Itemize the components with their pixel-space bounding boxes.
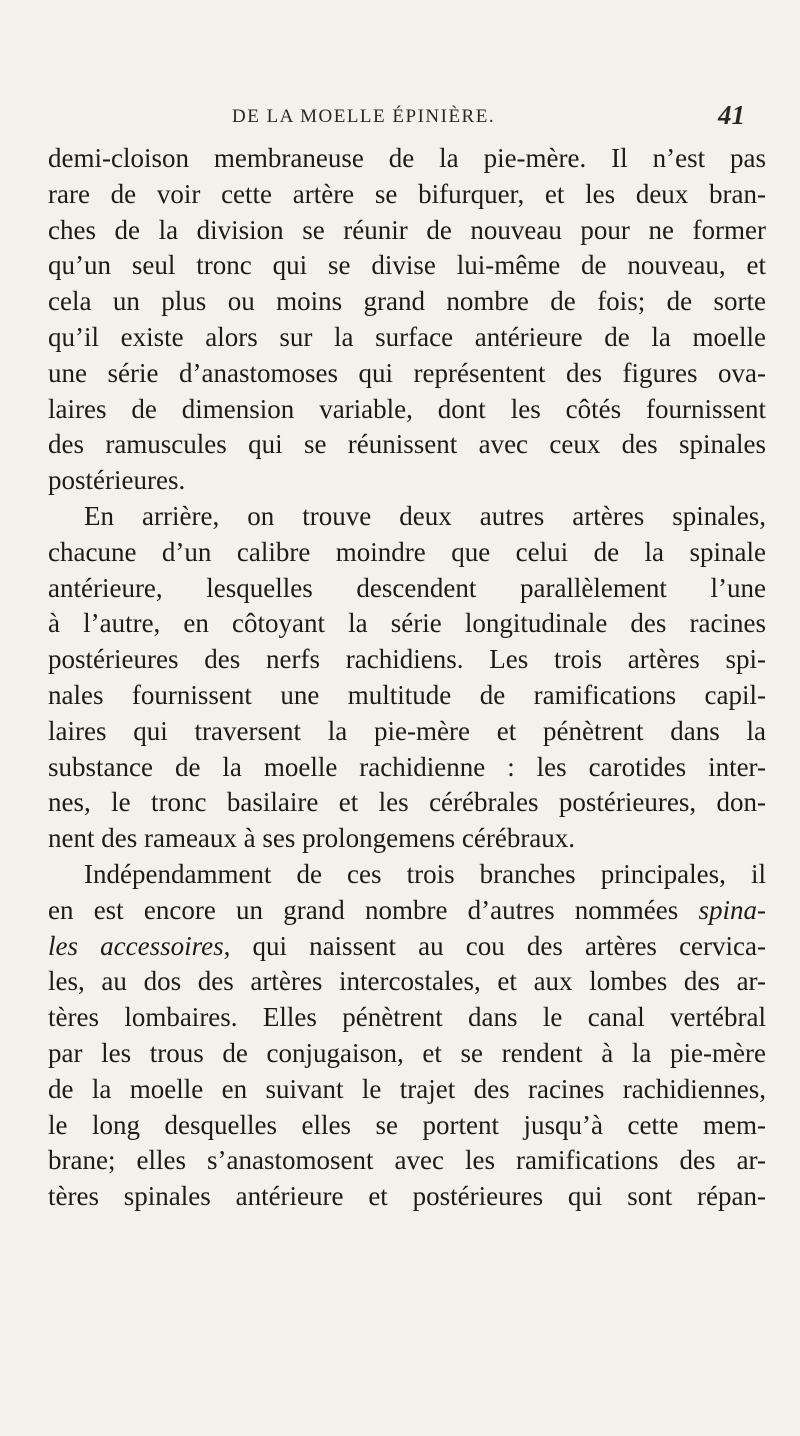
text-line: le long desquelles elles se portent jusqu’à cette mem- — [48, 1109, 766, 1140]
text-line: de la moelle en suivant le trajet des racines rachidiennes, — [48, 1073, 766, 1104]
text-line: chacune d’un calibre moindre que celui de la spinale — [48, 536, 766, 567]
text-line: rare de voir cette artère se bifurquer, et les deux bran- — [48, 178, 766, 209]
text-line: laires de dimension variable, dont les côtés fournissent — [48, 393, 766, 424]
text-line: postérieures. — [48, 465, 186, 496]
text-line: demi-cloison membraneuse de la pie-mère. Il n’est pas — [48, 143, 766, 173]
text-line: qu’il existe alors sur la surface antérieure de la moelle — [48, 321, 766, 352]
text-line: nent des rameaux à ses prolongemens cérébraux. — [48, 823, 576, 854]
text-line: par les trous de conjugaison, et se rendent à la pie-mère — [48, 1037, 766, 1068]
text-line: ches de la division se réunir de nouveau pour ne former — [48, 214, 766, 245]
text-line: nes, le tronc basilaire et les cérébrales postérieures, don- — [48, 787, 766, 818]
text-line: nales fournissent une multitude de ramifications capil- — [48, 679, 766, 710]
text-line-with-italic — [48, 893, 766, 929]
text-line: à l’autre, en côtoyant la série longitudinale des racines — [48, 608, 766, 639]
paragraph-start-line: En arrière, on trouve deux autres artères spinales, — [84, 500, 766, 531]
text-line: qu’un seul tronc qui se divise lui-même de nouveau, et — [48, 250, 766, 281]
text-line: les, au dos des artères intercostales, et aux lombes des ar- — [48, 966, 766, 997]
text-segment: , qui naissent au cou des artères cervica- — [223, 930, 766, 961]
text-line: substance de la moelle rachidienne : les carotides inter- — [48, 751, 766, 782]
body-text — [48, 141, 766, 1215]
running-title: DE LA MOELLE ÉPINIÈRE. — [232, 106, 496, 127]
text-line: tères spinales antérieure et postérieures qui sont répan- — [48, 1181, 766, 1212]
text-line: cela un plus ou moins grand nombre de fois; de sorte — [48, 286, 766, 317]
text-line: brane; elles s’anastomosent avec les ramifications des ar- — [48, 1145, 766, 1176]
running-head — [0, 100, 800, 136]
text-line: antérieure, lesquelles descendent parallèlement l’une — [48, 572, 766, 603]
italic-term: les accessoires — [48, 930, 224, 961]
text-line: postérieures des nerfs rachidiens. Les trois artères spi- — [48, 644, 766, 675]
text-line-with-italic — [48, 929, 766, 965]
text-segment: en est encore un grand nombre d’autres nommées — [48, 894, 679, 925]
italic-term: spina- — [698, 894, 767, 925]
text-line: tères lombaires. Elles pénètrent dans le canal vertébral — [48, 1002, 766, 1033]
text-line: une série d’anastomoses qui représentent des figures ova- — [48, 357, 766, 388]
paragraph-start-line: Indépendamment de ces trois branches principales, il — [84, 858, 766, 889]
text-line: des ramuscules qui se réunissent avec ceux des spinales — [48, 429, 766, 460]
page-number: 41 — [718, 100, 745, 130]
text-line: laires qui traversent la pie-mère et pénètrent dans la — [48, 715, 766, 746]
